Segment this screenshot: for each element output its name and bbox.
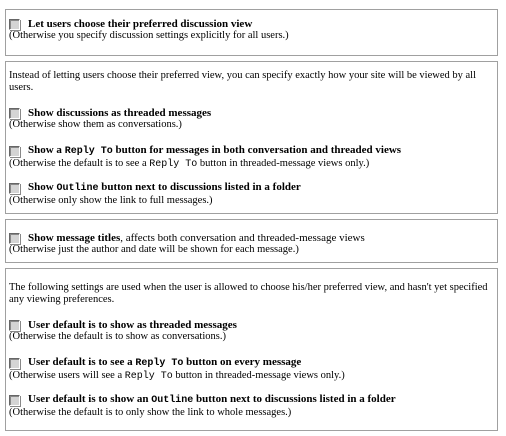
option-show-outline[interactable] xyxy=(9,181,494,195)
option-note: (Otherwise the default is to only show the link to whole messages.) xyxy=(9,407,292,418)
option-label: Show a Reply To button for messages in both conversation and threaded views xyxy=(28,144,402,157)
option-label: Show message titles, affects both conversation and threaded-message views xyxy=(28,232,365,244)
option-label: User default is to show an Outline button next to discussions listed in a folder xyxy=(28,393,396,406)
section-intro: Instead of letting users choose their preferred view, you can specify exactly how your site will be viewed by all users. xyxy=(9,70,476,93)
option-show-message-titles[interactable] xyxy=(9,232,494,244)
checkbox-show-outline[interactable] xyxy=(9,183,20,194)
option-note: (Otherwise only show the link to full messages.) xyxy=(9,195,213,206)
section-user-defaults xyxy=(5,268,498,431)
option-label: Let users choose their preferred discussion view xyxy=(28,18,253,30)
checkbox-default-threaded[interactable] xyxy=(9,320,20,331)
checkbox-default-reply-to[interactable] xyxy=(9,358,20,369)
option-label: Show discussions as threaded messages xyxy=(28,107,212,119)
option-show-threaded[interactable] xyxy=(9,107,494,119)
option-default-outline[interactable] xyxy=(9,393,494,407)
option-note: (Otherwise show them as conversations.) xyxy=(9,119,182,130)
option-default-reply-to[interactable] xyxy=(9,356,494,370)
section-user-choice xyxy=(5,9,498,56)
option-note: (Otherwise users will see a Reply To button in threaded-message views only.) xyxy=(9,370,345,382)
checkbox-show-threaded[interactable] xyxy=(9,108,20,119)
option-label: User default is to show as threaded messages xyxy=(28,319,237,331)
section-site-view-settings xyxy=(5,61,498,214)
option-default-threaded[interactable] xyxy=(9,319,494,331)
checkbox-show-reply-to[interactable] xyxy=(9,146,20,157)
option-note: (Otherwise you specify discussion settings explicitly for all users.) xyxy=(9,30,289,41)
option-let-users-choose[interactable] xyxy=(9,18,494,30)
option-show-reply-to[interactable] xyxy=(9,144,494,158)
checkbox-show-message-titles[interactable] xyxy=(9,233,20,244)
section-message-titles xyxy=(5,219,498,263)
option-note: (Otherwise the default is to show as conversations.) xyxy=(9,331,226,342)
section-intro: The following settings are used when the user is allowed to choose his/her preferred view, and hasn't yet specified any viewing preferences. xyxy=(9,282,488,305)
checkbox-let-users-choose[interactable] xyxy=(9,19,20,30)
option-note: (Otherwise just the author and date will be shown for each message.) xyxy=(9,244,299,255)
checkbox-default-outline[interactable] xyxy=(9,395,20,406)
option-label: User default is to see a Reply To button on every message xyxy=(28,356,302,369)
option-note: (Otherwise the default is to see a Reply To button in threaded-message views only.) xyxy=(9,158,370,170)
option-label: Show Outline button next to discussions listed in a folder xyxy=(28,181,301,194)
